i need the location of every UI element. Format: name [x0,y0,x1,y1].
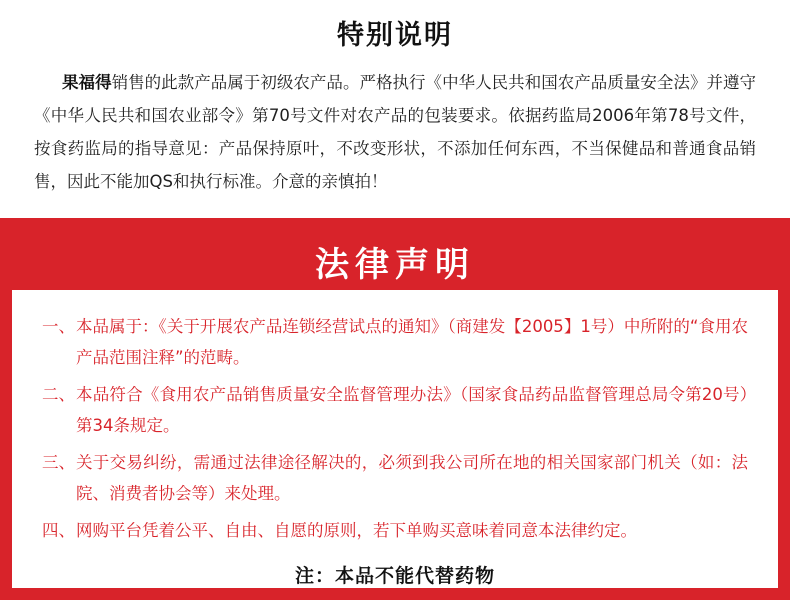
legal-clause-list [42,312,748,547]
list-item [42,312,748,373]
special-notice-section [0,0,790,198]
legal-statement-card [12,290,778,588]
legal-disclaimer-note: 注：本品不能代替药物 [294,564,495,587]
legal-clause-text: 本品属于：《关于开展农产品连锁经营试点的通知》（商建发【2005】1号）中所附的“食用农产品范围注释”的范畴。 [76,317,748,367]
special-notice-body [28,66,762,198]
list-item [42,448,748,509]
legal-clause-text: 网购平台凭着公平、自由、自愿的原则，若下单购买意味着同意本法律约定。 [76,521,637,541]
list-item [42,380,748,441]
legal-statement-title: 法律声明 [315,245,475,285]
legal-clause-text: 关于交易纠纷，需通过法律途径解决的，必须到我公司所在地的相关国家部门机关（如：法院、消费者协会等）来处理。 [76,453,748,503]
special-notice-title: 特别说明 [337,20,453,51]
brand-name: 果福得 [62,73,112,93]
list-item [42,516,748,547]
legal-clause-number: 三、 [42,453,75,473]
legal-clause-number: 一、 [42,317,75,336]
special-notice-text: 销售的此款产品属于初级农产品。严格执行《中华人民共和国农产品质量安全法》并遵守《中华人民共和国农业部令》第70号文件对农产品的包装要求。依据药监局2006年第78号文件，按食药监局的指导意见：产品保持原叶，不改变形状，不添加任何东西，不当保健品和普通食品销售，因此不能加QS和执行标准。介意的亲慎拍！ [34,73,757,192]
legal-clause-text: 本品符合《食用农产品销售质量安全监督管理办法》（国家食品药品监督管理总局令第20号）第34条规定。 [76,385,748,435]
legal-statement-block [0,218,790,600]
legal-clause-number: 四、 [42,521,75,541]
legal-clause-number: 二、 [42,385,75,405]
